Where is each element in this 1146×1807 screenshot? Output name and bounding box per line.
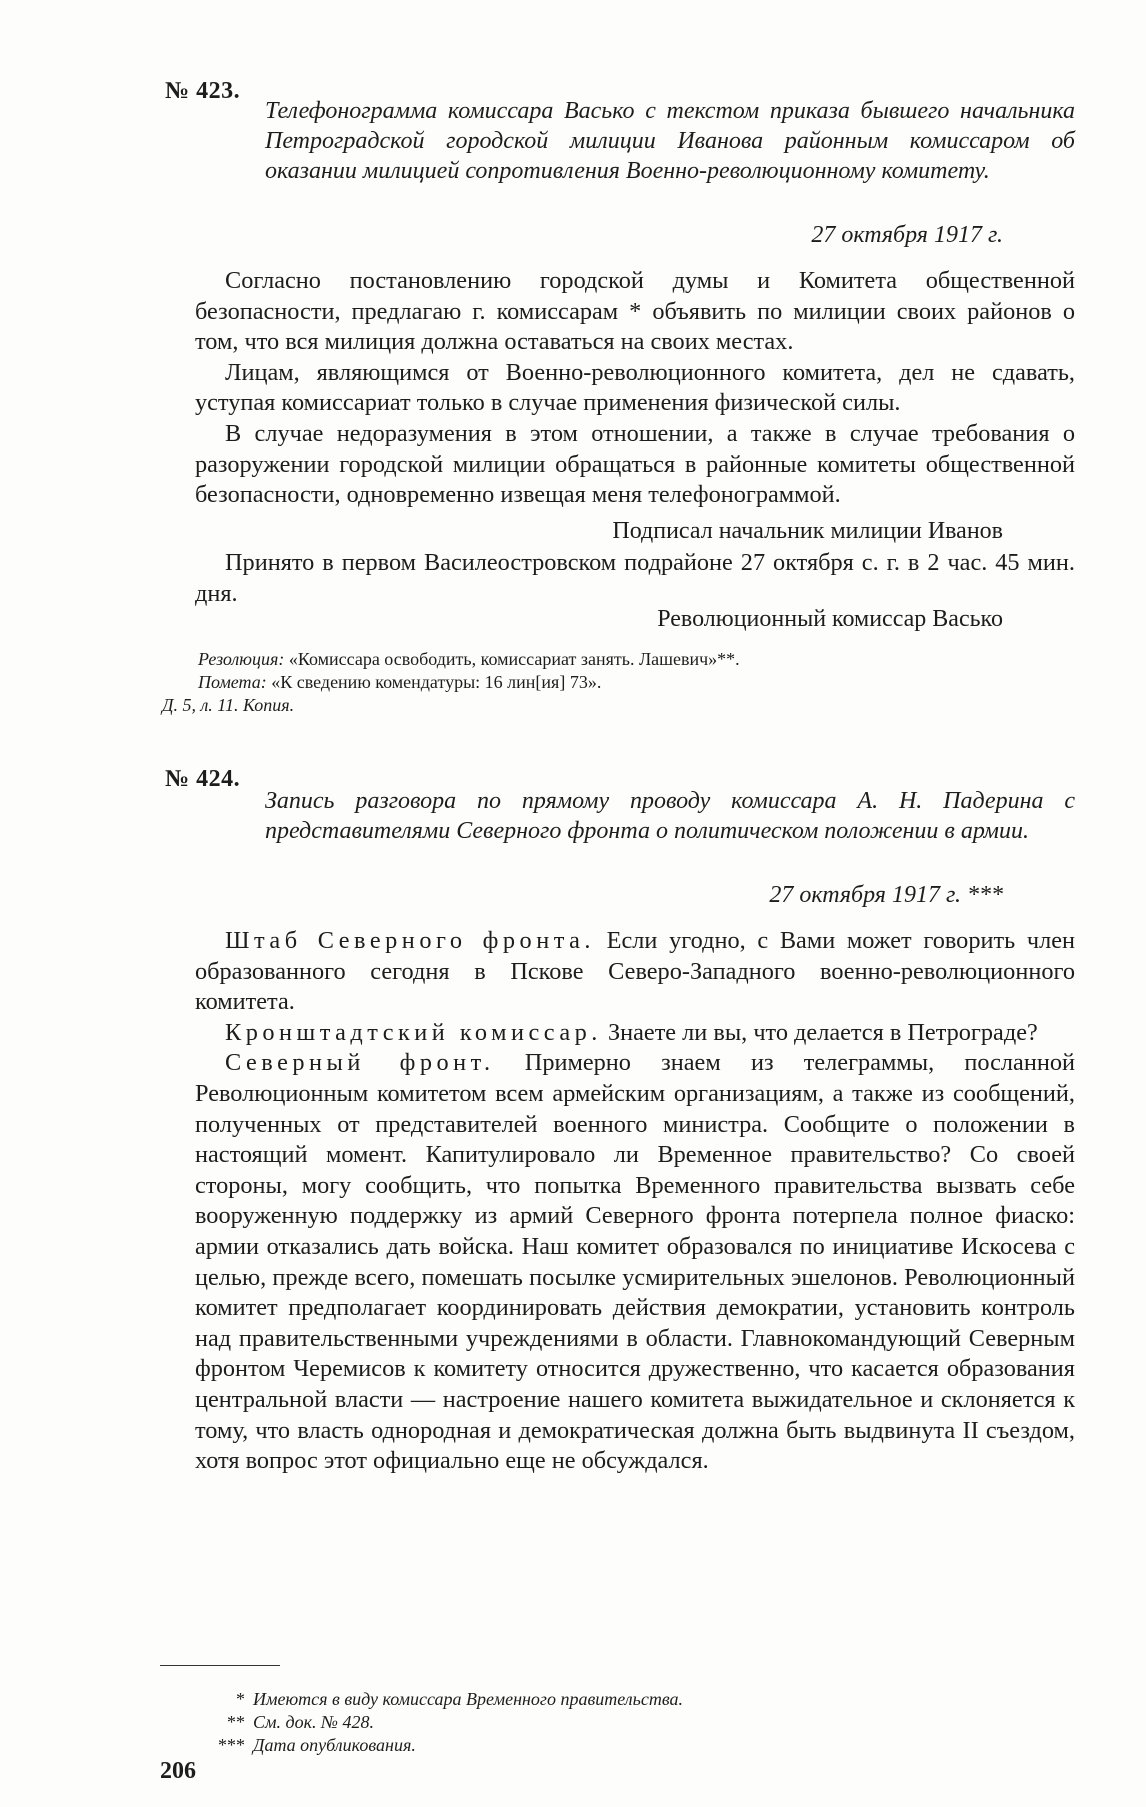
doc-423-received: Принято в первом Василеостровском подрайоне 27 октября с. г. в 2 час. 45 мин. дня. xyxy=(195,549,1075,607)
doc-423-paragraph-1: Согласно постановлению городской думы и Комитета общественной безопасности, предлагаю г. комиссарам * объявить по милиции своих районов о том, что вся милиция должна оставаться на своих местах. xyxy=(195,267,1075,356)
mark-label: Помета: xyxy=(198,672,267,692)
doc-423-received-block xyxy=(195,548,1075,609)
speech-1: Если угодно, с Вами может говорить член образованного сегодня в Пскове Северо-Западного военно-революционного комитета. xyxy=(195,927,1075,1016)
footnote-1 xyxy=(215,1688,683,1711)
mark-text: «К сведению комендатуры: 16 лин[ия] 73». xyxy=(271,672,602,692)
resolution-label: Резолюция: xyxy=(198,649,285,669)
doc-423-mark xyxy=(198,671,1078,694)
doc-424-body xyxy=(195,926,1075,1477)
footnote-3 xyxy=(215,1734,683,1757)
resolution-text: «Комиссара освободить, комиссариат занять. Лашевич»**. xyxy=(288,649,740,669)
doc-424-paragraph-2 xyxy=(195,1018,1075,1049)
doc-423-resolution xyxy=(198,648,1078,671)
page-number: 206 xyxy=(160,1758,196,1784)
doc-423-body xyxy=(195,266,1075,511)
speaker-northern-front-hq: Штаб Северного фронта. xyxy=(225,927,595,954)
doc-423-paragraph-2: Лицам, являющимся от Военно-революционного комитета, дел не сдавать, уступая комиссариат только в случае применения физической силы. xyxy=(195,358,1075,417)
footnote-2 xyxy=(215,1711,683,1734)
doc-423-archive: Д. 5, л. 11. Копия. xyxy=(162,695,295,715)
doc-423-commissar: Революционный комиссар Васько xyxy=(657,606,1003,632)
footnote-mark: *** xyxy=(218,1735,245,1755)
footnote-divider xyxy=(160,1665,280,1666)
footnote-text: См. док. № 428. xyxy=(253,1712,374,1732)
doc-423-title: Телефонограмма комиссара Васько с текстом приказа бывшего начальника Петроградской городской милиции Иванова районным комиссаром об оказании милицией сопротивления Военно-революционному комитету. xyxy=(265,98,1075,184)
speech-2: Знаете ли вы, что делается в Петрограде? xyxy=(601,1018,1038,1046)
doc-424-title: Запись разговора по прямому проводу комиссара А. Н. Падерина с представителями Северного фронта о политическом положении в армии. xyxy=(265,788,1075,844)
footnote-text: Имеются в виду комиссара Временного правительства. xyxy=(253,1689,684,1709)
doc-424-number: № 424. xyxy=(165,766,241,792)
doc-423-date: 27 октября 1917 г. xyxy=(811,222,1003,248)
footnote-text: Дата опубликования. xyxy=(253,1735,416,1755)
doc-423-signed: Подписал начальник милиции Иванов xyxy=(612,518,1003,544)
footnotes xyxy=(215,1688,683,1757)
doc-424-date: 27 октября 1917 г. *** xyxy=(769,882,1003,908)
doc-423-paragraph-3: В случае недоразумения в этом отношении, а также в случае требования о разоружении городской милиции обращаться в районные комитеты общественной безопасности, одновременно извещая меня телефонограммой. xyxy=(195,419,1075,509)
doc-423-number: № 423. xyxy=(165,78,241,104)
footnote-mark: * xyxy=(236,1689,245,1709)
speaker-northern-front: Северный фронт. xyxy=(225,1049,495,1077)
speaker-kronstadt-commissar: Кронштадтский комиссар. xyxy=(225,1018,602,1046)
footnote-mark: ** xyxy=(227,1712,245,1732)
speech-3: Примерно знаем из телеграммы, посланной Революционным комитетом всем армейским организациям, а также из сообщений, полученных от представителей военного министра. Сообщите о положении в настоящий момент. Капитулировало ли Временное правительство? Со своей стороны, могу сообщить, что попытка Временного правительства вызвать себе вооруженную поддержку из армий Северного фронта потерпела полное фиаско: армии отказались дать войска. Наш комитет образовался по инициативе Искосева с целью, прежде всего, помешать посылке усмирительных эшелонов. Революционный комитет предполагает координировать действия демократии, установить контроль над правительственными учреждениями в области. Главнокомандующий Северным фронтом Черемисов к комитету относится дружественно, что касается образования центральной власти — настроение нашего комитета выжидательное и склоняется к тому, что власть однородная и демократическая должна быть выдвинута II съездом, хотя вопрос этот официально еще не обсуждался. xyxy=(195,1049,1075,1475)
doc-424-paragraph-1 xyxy=(195,926,1075,1018)
doc-424-paragraph-3 xyxy=(195,1048,1075,1476)
